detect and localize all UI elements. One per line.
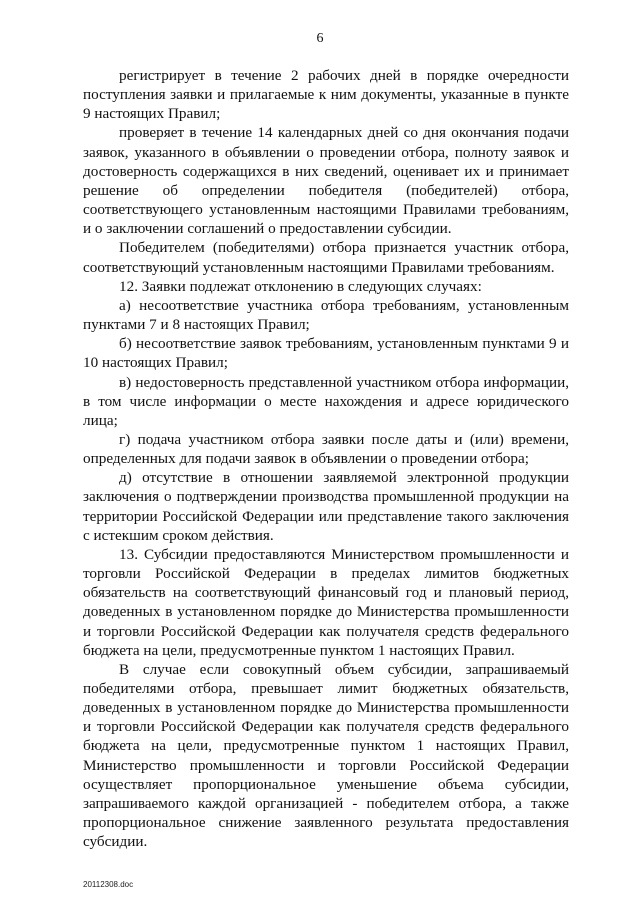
- footer-document-code: 20112308.doc: [83, 880, 134, 889]
- document-body: [83, 66, 569, 851]
- paragraph-verify: проверяет в течение 14 календарных дней со дня окончания подачи заявок, указанного в объявлении о проведении отбора, полноту заявок и достоверность содержащихся в них сведений, оценивает их и принимает решение об определении победителя (победителей) отбора, соответствующего установленным настоящими Правилами требованиям, и о заключении соглашений о предоставлении субсидии.: [83, 124, 569, 238]
- paragraph-register: регистрирует в течение 2 рабочих дней в порядке очередности поступления заявки и прилагаемые к ним документы, указанные в пункте 9 настоящих Правил;: [83, 67, 569, 123]
- paragraph-subsidies: 13. Субсидии предоставляются Министерством промышленности и торговли Российской Федерации в пределах лимитов бюджетных обязательств на соответствующий финансовый год и плановый период, доведенных в установленном порядке до Министерства промышленности и торговли Российской Федерации как получателя средств федерального бюджета на цели, предусмотренные пунктом 1 настоящих Правил.: [83, 545, 569, 659]
- paragraph-winner: Победителем (победителями) отбора признается участник отбора, соответствующий установленным настоящими Правилами требованиям.: [83, 239, 569, 276]
- paragraph-rejection-a: а) несоответствие участника отбора требованиям, установленным пунктами 7 и 8 настоящих Правил;: [83, 296, 569, 334]
- paragraph-proportional: В случае если совокупный объем субсидии, запрашиваемый победителями отбора, превышает лимит бюджетных обязательств, доведенных в установленном порядке до Министерства промышленности и торговли Российской Федерации как получателя средств федерального бюджета на цели, предусмотренные пунктом 1 настоящих Правил, Министерство промышленности и торговли Российской Федерации осуществляет пропорциональное уменьшение объема субсидии, запрашиваемого каждой организацией - победителем отбора, а также пропорциональное снижение заявленного результата предоставления субсидии.: [83, 660, 569, 851]
- paragraph-rejection-heading: 12. Заявки подлежат отклонению в следующих случаях:: [119, 277, 482, 295]
- paragraph-rejection-g: г) подача участником отбора заявки после даты и (или) времени, определенных для подачи заявок в объявлении о проведении отбора;: [83, 430, 569, 468]
- page-number: 6: [316, 31, 324, 46]
- paragraph-rejection-d: д) отсутствие в отношении заявляемой электронной продукции заключения о подтверждении производства промышленной продукции на территории Российской Федерации или представление такого заключения с истекшим сроком действия.: [83, 469, 569, 544]
- paragraph-rejection-v: в) недостоверность представленной участником отбора информации, в том числе информации о месте нахождения и адресе юридического лица;: [83, 373, 569, 429]
- paragraph-rejection-b: б) несоответствие заявок требованиям, установленным пунктами 9 и 10 настоящих Правил;: [83, 335, 569, 372]
